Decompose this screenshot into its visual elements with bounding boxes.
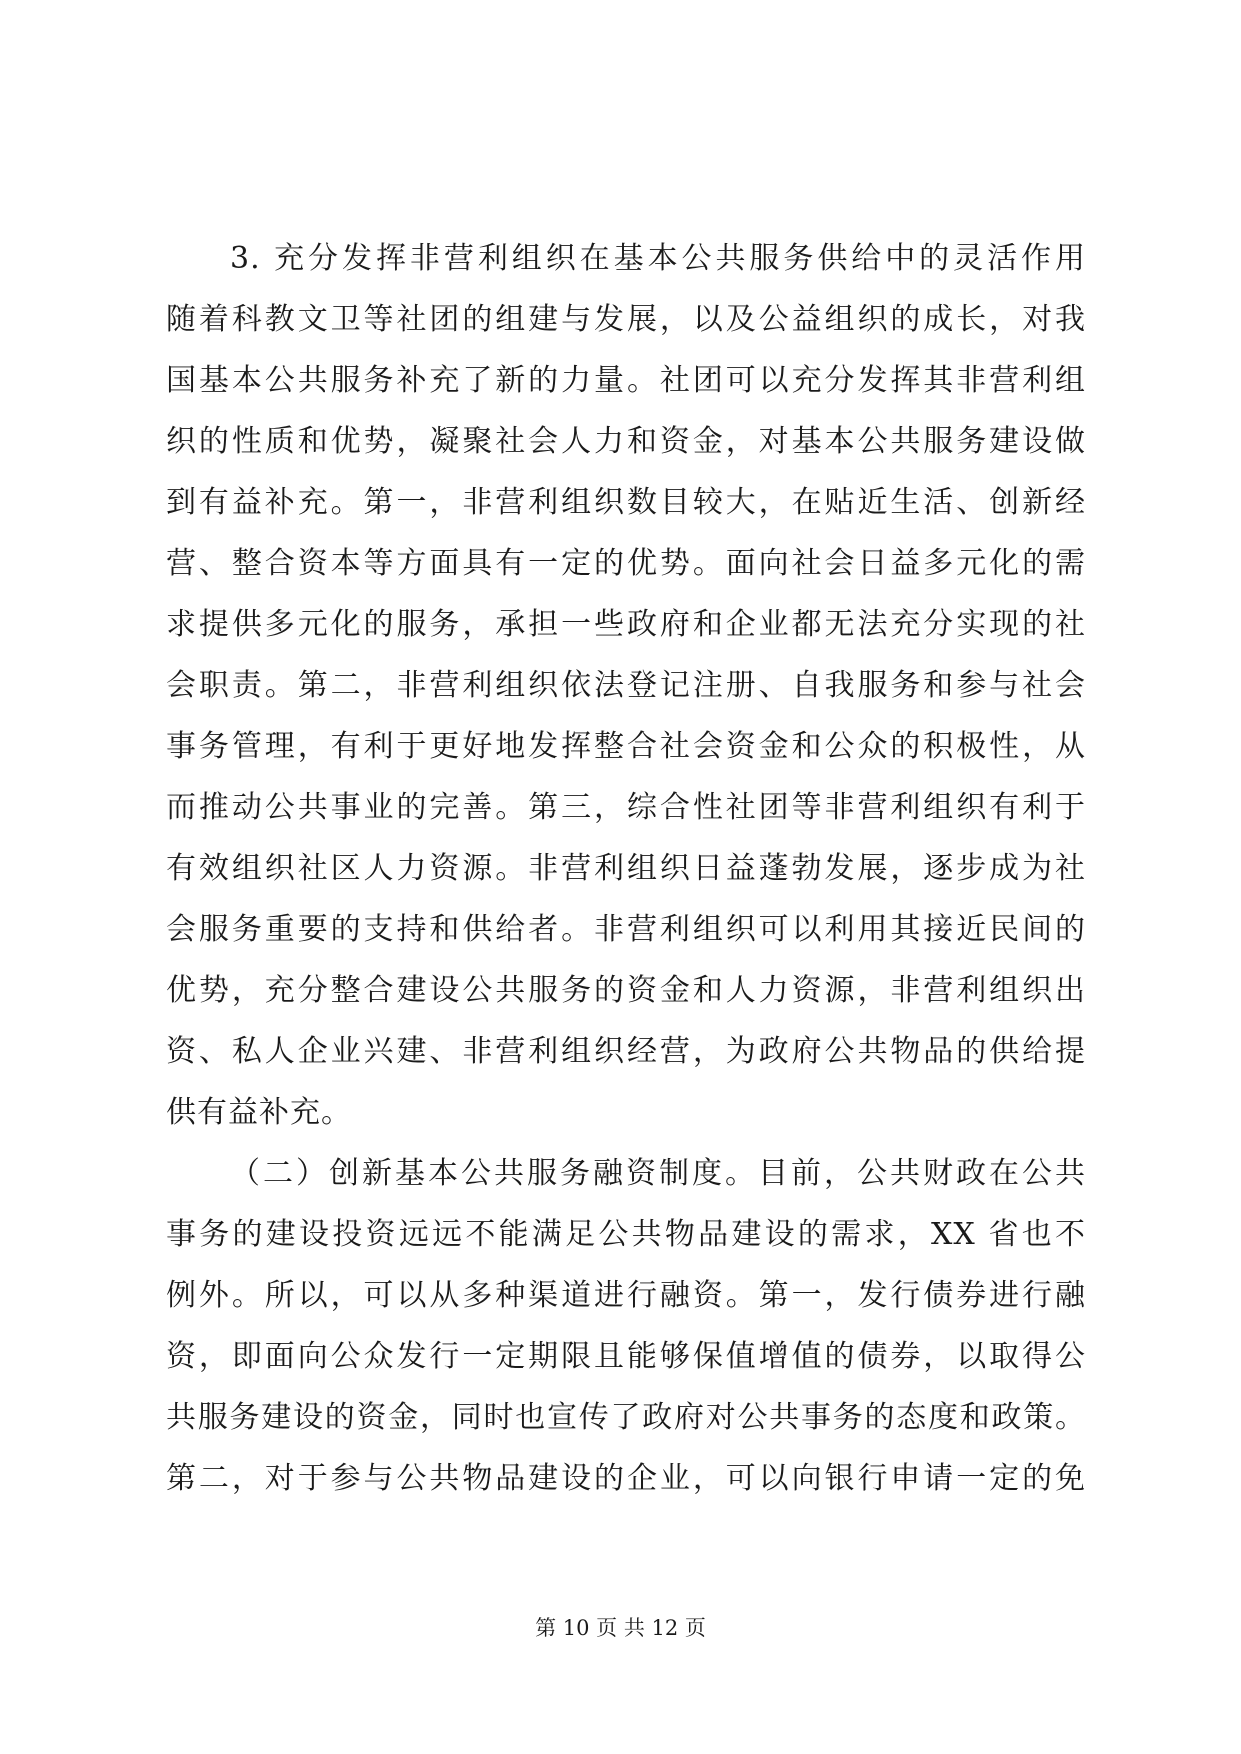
- text-line: 3. 充分发挥非营利组织在基本公共服务供给中的灵活作用: [230, 241, 1086, 276]
- text-line: 资、私人企业兴建、非营利组织经营，为政府公共物品的供给提: [166, 1034, 1086, 1069]
- text-line: 而推动公共事业的完善。第三，综合性社团等非营利组织有利于: [166, 790, 1086, 825]
- text-line: 会服务重要的支持和供给者。非营利组织可以利用其接近民间的: [166, 912, 1086, 947]
- text-line: 会职责。第二，非营利组织依法登记注册、自我服务和参与社会: [166, 668, 1086, 703]
- paragraph-financing-system: [166, 1143, 1086, 1509]
- text-line: 例外。所以，可以从多种渠道进行融资。第一，发行债券进行融: [166, 1278, 1086, 1313]
- text-line: 求提供多元化的服务，承担一些政府和企业都无法充分实现的社: [166, 607, 1086, 642]
- paragraph-nonprofit-role: [166, 228, 1086, 1143]
- text-line: （二）创新基本公共服务融资制度。目前，公共财政在公共: [230, 1156, 1086, 1191]
- text-line: 国基本公共服务补充了新的力量。社团可以充分发挥其非营利组: [166, 363, 1086, 398]
- text-line: 供有益补充。: [166, 1095, 352, 1130]
- text-line: 事务的建设投资远远不能满足公共物品建设的需求，XX 省也不: [166, 1217, 1086, 1252]
- text-line: 有效组织社区人力资源。非营利组织日益蓬勃发展，逐步成为社: [166, 851, 1086, 886]
- text-line: 到有益补充。第一，非营利组织数目较大，在贴近生活、创新经: [166, 485, 1086, 520]
- text-line: 随着科教文卫等社团的组建与发展，以及公益组织的成长，对我: [166, 302, 1086, 337]
- text-line: 优势，充分整合建设公共服务的资金和人力资源，非营利组织出: [166, 973, 1086, 1008]
- text-line: 织的性质和优势，凝聚社会人力和资金，对基本公共服务建设做: [166, 424, 1086, 459]
- text-line: 共服务建设的资金，同时也宣传了政府对公共事务的态度和政策。: [166, 1400, 1086, 1435]
- text-line: 资，即面向公众发行一定期限且能够保值增值的债券，以取得公: [166, 1339, 1086, 1374]
- document-body: [166, 228, 1086, 1509]
- text-line: 第二，对于参与公共物品建设的企业，可以向银行申请一定的免: [166, 1461, 1086, 1496]
- text-line: 事务管理，有利于更好地发挥整合社会资金和公众的积极性，从: [166, 729, 1086, 764]
- page-number-footer: 第 10 页 共 12 页: [535, 1616, 706, 1640]
- text-line: 营、整合资本等方面具有一定的优势。面向社会日益多元化的需: [166, 546, 1086, 581]
